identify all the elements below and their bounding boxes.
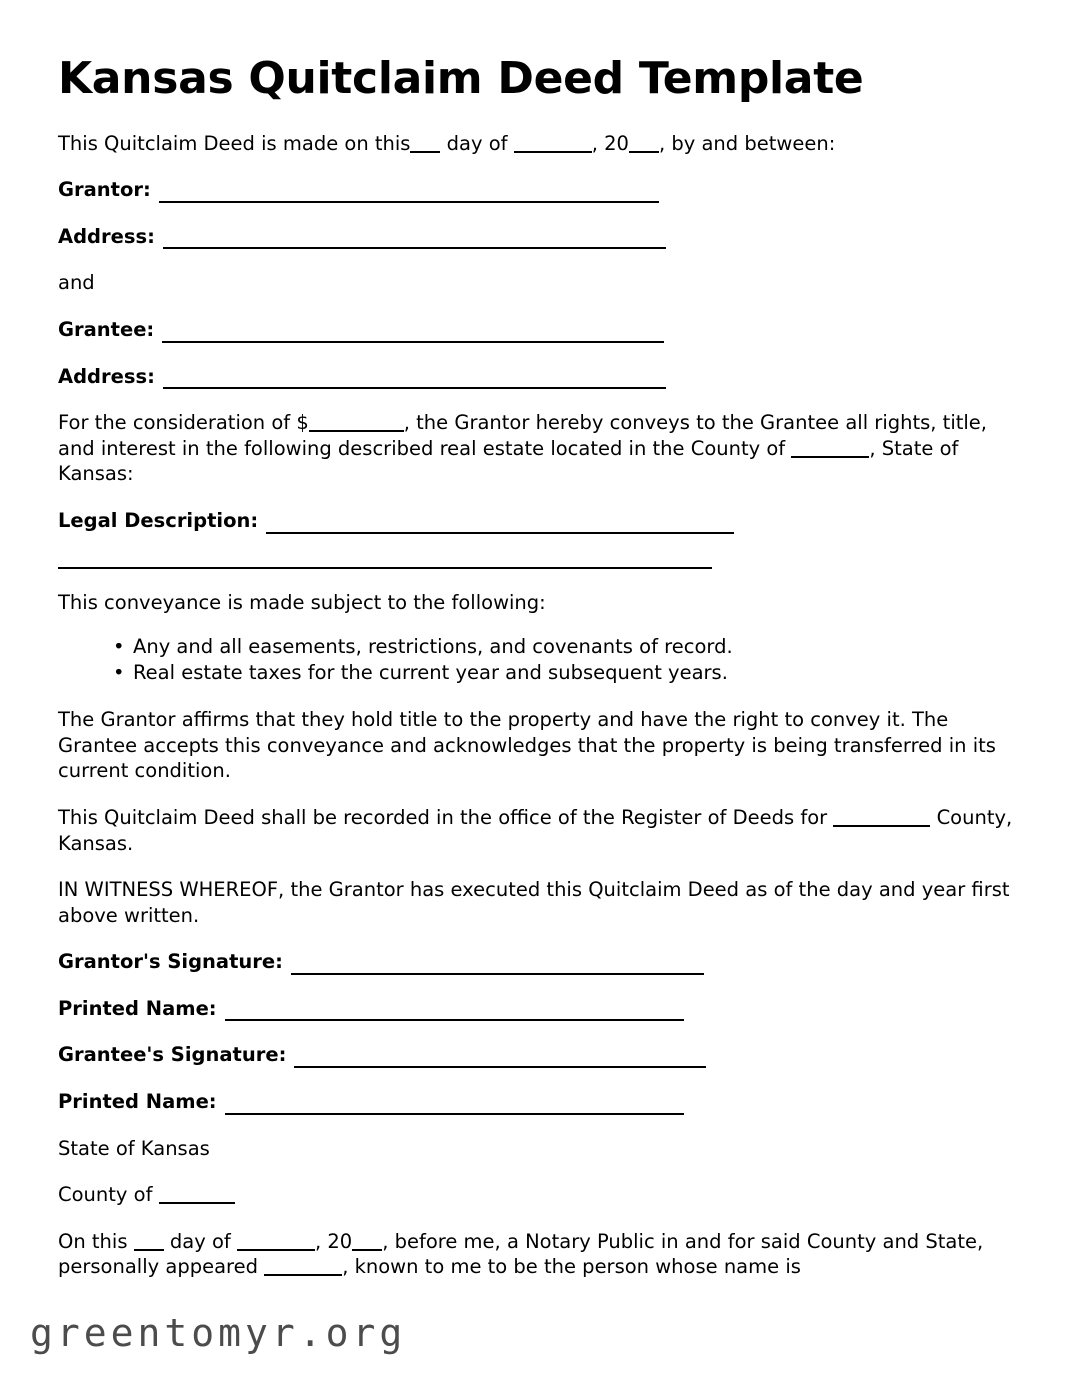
notary-appeared-blank[interactable] <box>264 1259 342 1276</box>
grantee-printed-name-label: Printed Name: <box>58 1090 217 1114</box>
intro-text-part3: , 20 <box>591 131 629 155</box>
recording-paragraph <box>58 805 1014 856</box>
site-watermark: greentomyr.org <box>30 1311 407 1355</box>
grantor-signature-label: Grantor's Signature: <box>58 950 283 974</box>
consideration-amount-blank[interactable] <box>309 415 404 432</box>
list-item-label: Real estate taxes for the current year and subsequent years. <box>133 661 728 685</box>
grantor-printed-name-label: Printed Name: <box>58 996 217 1020</box>
grantor-printed-name-row <box>58 996 1014 1022</box>
legal-description-label: Legal Description: <box>58 508 259 532</box>
notary-text-part5: , known to me to be the person whose name is <box>342 1255 801 1279</box>
grantor-signature-input-line[interactable] <box>291 956 704 975</box>
grantee-label: Grantee: <box>58 317 155 341</box>
grantee-printed-name-row <box>58 1089 1014 1115</box>
grantee-printed-name-input-line[interactable] <box>225 1096 684 1115</box>
grantor-address-field-row <box>58 224 1014 250</box>
grantee-signature-label: Grantee's Signature: <box>58 1043 287 1067</box>
consideration-text-part3: , State of Kansas: <box>58 436 959 486</box>
notary-month-blank[interactable] <box>237 1234 315 1251</box>
notary-county-blank[interactable] <box>159 1187 235 1204</box>
grantee-address-input-line[interactable] <box>163 370 666 389</box>
notary-year-blank[interactable] <box>352 1234 382 1251</box>
notary-county-label: County of <box>58 1183 153 1207</box>
legal-description-spacer <box>58 555 1014 567</box>
notary-day-blank[interactable] <box>134 1234 164 1251</box>
intro-text-part2: day of <box>446 131 508 155</box>
grantor-label: Grantor: <box>58 178 151 202</box>
list-item-label: Any and all easements, restrictions, and covenants of record. <box>133 635 733 659</box>
grantor-input-line[interactable] <box>159 184 659 203</box>
consideration-paragraph <box>58 410 1014 487</box>
legal-description-field-row <box>58 508 1014 534</box>
intro-year-blank[interactable] <box>629 136 659 153</box>
notary-acknowledgment-paragraph <box>58 1229 1014 1280</box>
grantor-signature-row <box>58 949 1014 975</box>
bullet-icon: • <box>113 635 125 659</box>
list-item <box>113 660 1014 686</box>
consideration-text-part2: , the Grantor hereby conveys to the Grantee all rights, title, and interest in the following described real estate located in the County of <box>58 411 988 460</box>
conveyance-conditions-list <box>58 634 1014 686</box>
intro-day-blank[interactable] <box>410 136 440 153</box>
list-item <box>113 634 1014 660</box>
grantee-address-field-row <box>58 364 1014 390</box>
notary-county-line <box>58 1182 1014 1208</box>
consideration-county-blank[interactable] <box>791 441 869 458</box>
intro-month-blank[interactable] <box>514 136 592 153</box>
conveyance-intro-paragraph: This conveyance is made subject to the following: <box>58 590 546 614</box>
grantor-field-row <box>58 177 1014 203</box>
intro-text-part1: This Quitclaim Deed is made on this <box>58 131 411 155</box>
page-title: Kansas Quitclaim Deed Template <box>58 53 864 104</box>
grantee-signature-input-line[interactable] <box>294 1049 706 1068</box>
legal-description-input-line-2[interactable] <box>58 567 712 569</box>
recording-text-part2: County, Kansas. <box>58 805 1013 855</box>
witness-paragraph: IN WITNESS WHEREOF, the Grantor has executed this Quitclaim Deed as of the day and year first above written. <box>58 878 1010 927</box>
intro-paragraph <box>58 131 1014 157</box>
grantor-printed-name-input-line[interactable] <box>225 1002 684 1021</box>
document-body <box>58 54 1014 1301</box>
notary-text-part1: On this <box>58 1229 128 1253</box>
notary-state-line: State of Kansas <box>58 1136 210 1160</box>
intro-text-part4: , by and between: <box>658 131 836 155</box>
consideration-text-part1: For the consideration of $ <box>58 411 309 435</box>
and-connector: and <box>58 271 95 295</box>
notary-text-part4: , before me, a Notary Public in and for said County and State, personally appeared <box>58 1229 984 1279</box>
notary-text-part3: , 20 <box>314 1229 353 1253</box>
notary-text-part2: day of <box>169 1229 231 1253</box>
grantee-input-line[interactable] <box>162 324 664 343</box>
legal-description-input-line[interactable] <box>266 515 734 534</box>
recording-text-part1: This Quitclaim Deed shall be recorded in the office of the Register of Deeds for <box>58 805 828 829</box>
bullet-icon: • <box>113 661 125 685</box>
grantor-address-label: Address: <box>58 224 155 248</box>
affirmation-paragraph: The Grantor affirms that they hold title to the property and have the right to convey it. The Grantee accepts this conveyance and acknowledges that the property is being transferred in its current condition. <box>58 708 996 783</box>
recording-county-blank[interactable] <box>833 810 930 827</box>
grantee-field-row <box>58 317 1014 343</box>
grantee-address-label: Address: <box>58 364 155 388</box>
grantor-address-input-line[interactable] <box>163 230 666 249</box>
grantee-signature-row <box>58 1042 1014 1068</box>
